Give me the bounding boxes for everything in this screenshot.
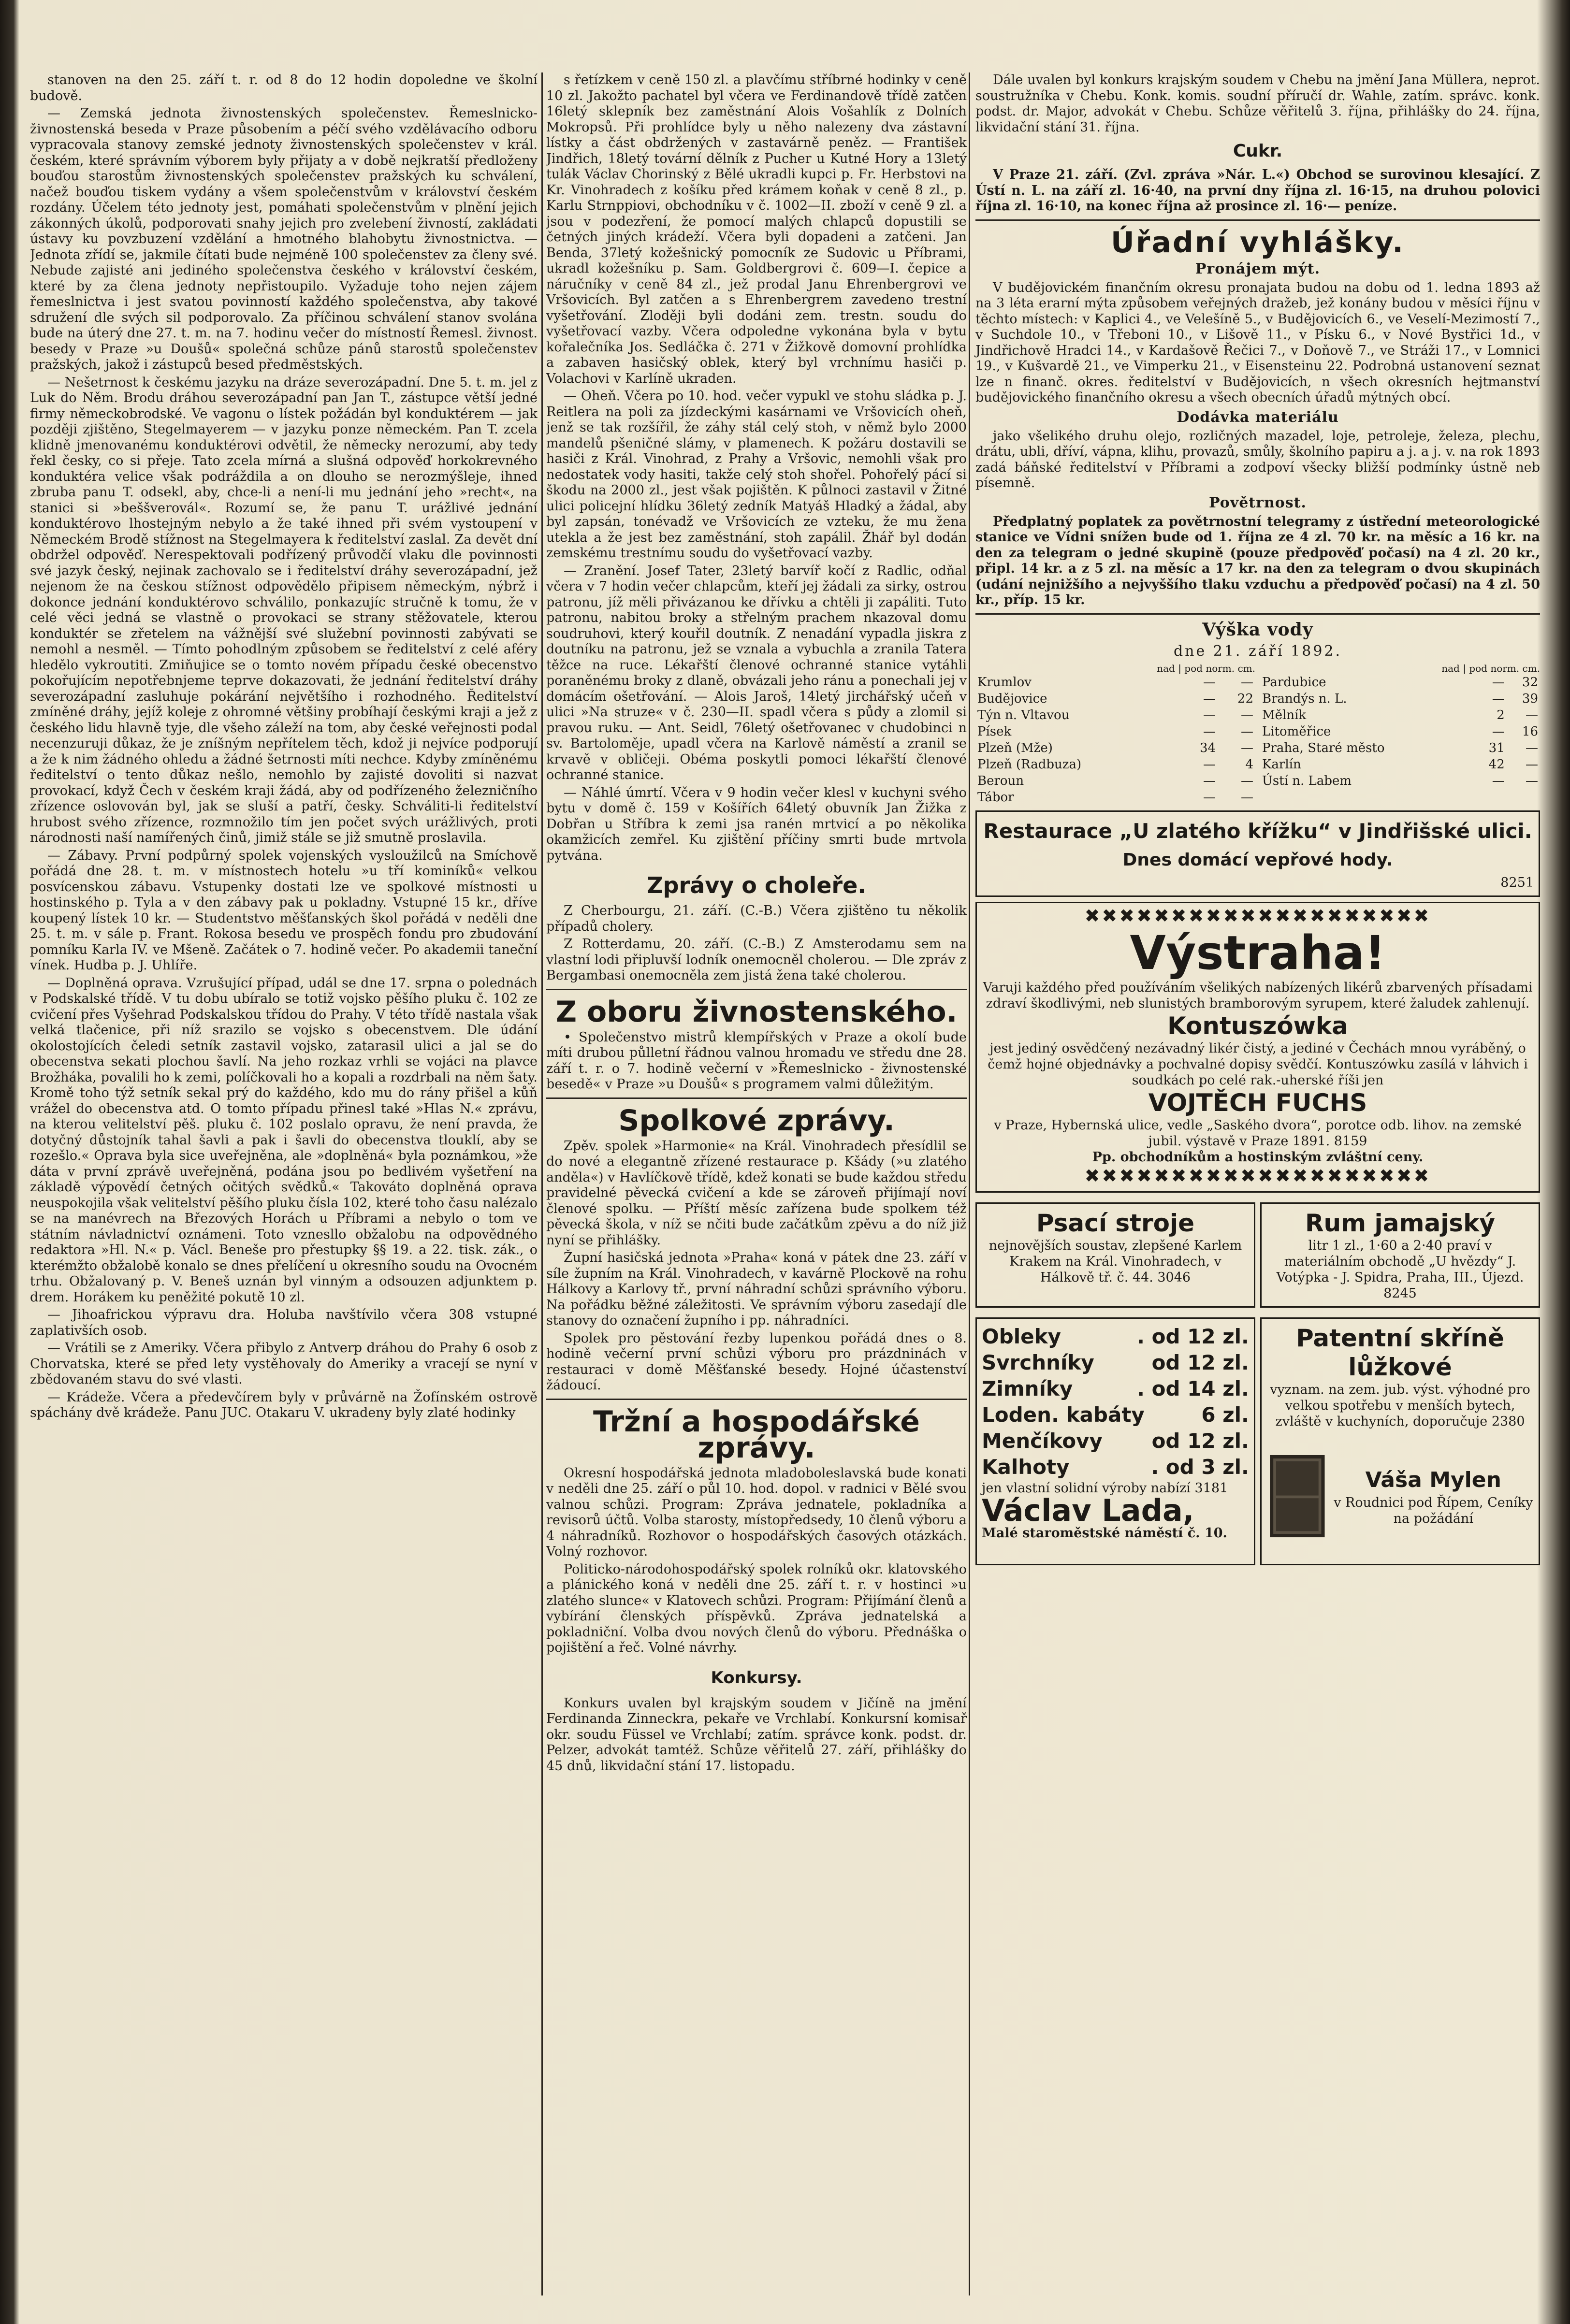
subheading: Povětrnost. <box>1209 494 1307 511</box>
water-station: Týn n. Vltavou <box>977 707 1070 722</box>
water-value: 16 <box>1522 724 1538 739</box>
water-row <box>975 691 1255 707</box>
ad-company: VOJTĚCH FUCHS <box>1148 1088 1367 1117</box>
ad-lada <box>975 1317 1255 1565</box>
ad-subtitle: Dnes domácí vepřové hody. <box>1122 850 1393 870</box>
water-station: Ústí n. Labem <box>1262 773 1352 788</box>
price-row <box>982 1376 1249 1402</box>
decorative-border: ✖✖✖✖✖✖✖✖✖✖✖✖✖✖✖✖✖✖✖✖ <box>1084 1165 1431 1186</box>
water-value: — <box>1241 724 1253 739</box>
water-station: Písek <box>977 724 1012 739</box>
water-value: — <box>1526 707 1538 722</box>
divider <box>546 1097 967 1099</box>
article-paragraph: — Zemská jednota živnostenských společenstev. Řemeslnicko-živnostenská beseda v Praze působením a péčí svého vzdělávacího odboru vypracovala stanovy zemské jednoty živnostenských společenstev v král. českém, které správním výborem byly přijaty a v době nejkratší předloženy bouďou starostům živnostenských společenstev pražských ku schválení, načež bouďou tiskem vydány a všem společenstvům v království českém rozdány. Účelem této jednoty jest, pomáhati společenstvům v plnění jejich zákonných úkolů, podporovati snahy jejich pro zvelebení živností, zakládati ústavy ku povzbuzení vzdělání a hmotného blahobytu živnostnictva. — Jednota zřídí se, jakmile čítati bude nejméně 100 společenstev za členy své. Nebude zajisté ani jediného společenstva českého v království českém, které by za člena jednoty nepřistoupilo. Vyžaduje toho nejen zájem řemeslnictva i jest svatou povinností každého společenstva, aby takové sdružení dle svých sil podporovalo. Za příčinou schválení stanov svolána bude na úterý dne 27. t. m. na 7. hodinu večer do místností Řemesl. živnost. besedy v Praze »u Doušů« společná schůze pánů starostů společenstev pražských, jakož i zástupců besed předměstských. <box>30 106 538 372</box>
water-row <box>1260 723 1540 740</box>
water-station: Beroun <box>977 773 1024 788</box>
article-paragraph: Politicko-národohospodářský spolek rolníků okr. klatovského a plánického koná v neděli dne 25. září t. r. v hostinci »u zlatého slunce« v Klatovech schůzi. Program: Přijímání členů a vybírání členských příspěvků. Zpráva jednatelská a pokladniční. Volba dvou nových členů do výboru. Přednáška o pojištění a řeč. Volné návrhy. <box>546 1561 967 1655</box>
price-value: . od 3 zl. <box>1151 1455 1249 1479</box>
ad-text: nejnovějších soustav, zlepšené Karlem Krakem na Král. Vinohradech, v Hálkově tř. č. 44. 3046 <box>989 1238 1242 1285</box>
water-value: — <box>1492 691 1505 706</box>
article-paragraph: Zpěv. spolek »Harmonie« na Král. Vinohradech přesídlil se do nové a elegantně zřízené restaurace p. Kšády (»u zlatého anděla«) v Havlíčkově třídě, kdež konati se bude každou středu pravidelné pěvecká cvičení a kde se zároveň přijímají noví členové spolku. — Příští měsíc zařízena bude spolkem též pěvecká škola, v níž se nčiti bude začátkům zpěvu a do níž již nyní se přihlášky. <box>546 1138 967 1248</box>
water-col-header: nad | pod norm. cm. <box>1441 662 1540 674</box>
water-value: — <box>1241 675 1253 690</box>
price-value: . od 14 zl. <box>1137 1376 1249 1400</box>
water-value: — <box>1203 773 1216 788</box>
water-row <box>975 723 1255 740</box>
column-right <box>965 72 1540 2305</box>
price-row <box>982 1428 1249 1454</box>
article-paragraph: Z Rotterdamu, 20. září. (C.-B.) Z Amsterodamu sem na vlastní lodi připluvší lodník onemocněl cholerou. — Dle zpráv z Bergambasi onemocněla zem jistá žena také cholerou. <box>546 937 967 983</box>
article-paragraph: s řetízkem v ceně 150 zl. a plavčímu stříbrné hodinky v ceně 10 zl. Jakožto pachatel byl včera ve Ferdinandově třídě zatčen 16letý sklepník bez zaměstnání Alois Vošahlík z Dolních Mokropsů. Při prohlídce byly u něho nalezeny dva zástavní lístky a část obdržených v zastavárně peněz. — František Jindřich, 18letý tovární dělník z Pucher u Kutné Hory a 13letý tulák Václav Chorinský z Bělé ukradli kupci p. Fr. Herbstovi na Kr. Vinohradech z košíku před krámem koňak v ceně 8 zl., p. Karlu Strnppiovi, obchodníku v č. 1002—II. zboží v ceně 9 zl. a jsou v podezření, že pomocí malých chlapců dopustili se četných jiných krádeží. Včera byli dopadeni a zatčeni. Jan Benda, 37letý kožešnický pomocník ze Sudovic u Příbrami, ukradl kožešníku p. Sam. Goldbergrovi č. 609—I. čepice a náručníky v ceně 84 zl., jež prodal Janu Ehrenbergrovi ve Vršovicích. Byl zatčen a s Ehrenbergrem zavedeno trestní vyšetřování. Zloději byli dodáni zem. trestn. soudu do vyšetřovací vazby. Včera odpoledne vykonána byla v bytu kořalečníka Jos. Sedláčka č. 271 v Žižkově domovní prohlídka a zabaven hasičský oblek, který byl vrchnímu hasiči p. Volachovi v Karlíně ukraden. <box>546 72 967 386</box>
water-row <box>975 707 1255 723</box>
ad-address: Malé staroměstské náměstí č. 10. <box>982 1525 1227 1541</box>
water-station: Tábor <box>977 790 1014 805</box>
water-value: — <box>1526 757 1538 772</box>
section-heading: Spolkové zprávy. <box>618 1103 895 1138</box>
article-paragraph: Župní hasičská jednota »Praha« koná v pátek dne 23. září v síle župním na Král. Vinohradech, v kavárně Plockově na rohu Hálkovy a Karlovy tř., první náhradní schůzi správního výboru. Na pořádku běžné záležitosti. Ve správním výboru zasedají dle stanovy do označení župního i pp. náhradníci. <box>546 1250 967 1328</box>
price-item: Loden. kabáty <box>982 1402 1145 1427</box>
article-paragraph: V budějovickém finančním okresu pronajata budou na dobu od 1. ledna 1893 až na 3 léta erarní mýta způsobem veřejných dražeb, jež konány budou v měsíci říjnu v těchto místech: v Kaplici 4., ve Velešíně 5., v Budějovicích 6., ve Veselí-Mezimostí 7., v Suchdole 10., v Třeboni 10., v Lišově 11., v Písku 6., v Nové Bystřici 1d., v Jindřichově Hradci 14., v Kardašově Řečici 7., v Doňově 7., ve Stráži 17., v Lomnici 19., v Kušvardě 21., ve Vimperku 21., v Eisensteinu 22. Podrobná ustanovení seznat lze n finanč. okres. ředitelství v Budějovicích, n všech okresních hejtmanství budějovického finančního okresu a všech obecních úřadů mýtných obcí. <box>975 280 1540 405</box>
price-value: od 12 zl. <box>1151 1429 1249 1453</box>
ad-text: litr 1 zl., 1·60 a 2·40 praví v materiálním obchodě „U hvězdy“ J. Votýpka - J. Spidra, Praha, III., Újezd. 8245 <box>1276 1238 1524 1301</box>
ad-title: Patentní skříně lůžkové <box>1296 1324 1504 1381</box>
water-station: Krumlov <box>977 675 1032 690</box>
article-paragraph: — Jihoafrickou výpravu dra. Holuba navštívilo včera 308 vstupné zaplativších osob. <box>30 1307 538 1338</box>
water-value: — <box>1203 691 1216 706</box>
ad-title: Restaurace „U zlatého křížku“ v Jindřišské ulici. <box>983 819 1532 843</box>
article-paragraph: — Nešetrnost k českému jazyku na dráze severozápadní. Dne 5. t. m. jel z Luk do Něm. Brodu dráhou severozápadní pan Jan T., zástupce větší jedné firmy německobrodské. Ve vagonu o lístek požádán byl konduktérem — jak později zjištěno, Stegelmayerem — v jazyku ponze německém. Pan T. zcela klidně jmenovanému konduktérovi odvětil, že německy nerozumí, aby tedy řekl česky, co si přeje. Tato zcela mírná a slušná odpověď horkokrevného konduktéra velice však podráždila a on dlouho se nerozmýšleje, ihned zbruba panu T. odsekl, aby, chce-li a není-li mu jednání jeho »recht«, na stanici si »beššverovál«. Rozumí se, že panu T. urážlivé jednání konduktérovo lhostejným nebylo a že také ihned při svém vystoupení v Německém Brodě stížnost na Stegelmayera k ředitelství zaslal. Za devět dní obdržel odpověď. Nerespektovali podřízený průvodčí vlaku dle povinnosti své jazyk český, nejinak zachovalo se i ředitelství dráhy severozápadní, jež nejenom že na českou stížnost odpovědělo připisem německým, nýbrž i dokonce jednání konduktérovo schválilo, ponkazujíc stručně k tomu, že v celé věci jedná se vlastně o provokaci se strany stěžovatele, kterou konduktér se zřetelem na vážnější své služební povinnosti zabývati se nemohl a nesměl. — Tímto pohodlným způsobem se ředitelství z celé aféry hledělo vykroutiti. Zmiňujice se o tomto novém případu české obecenstvo pokořujícím nepotřebnjeme teprve dokazovati, že jednání ředitelství dráhy severozápadní zasluhuje pokárání největšího i rozhodného. Ředitelství zmíněné dráhy, jejíž koleje z ohromné většiny probíhají českými kraji a jež z českého lidu hlavně tyje, dle všeho záleží na tom, aby české veřejnosti podal necenzuruji důkaz, že je zníšným nepřítelem těch, kdož ji nejvíce podporují a že k nim žádného ohledu a žádné šetrnosti míti nechce. Kdyby zmíněnému ředitelství o tento důkaz nešlo, nemohlo by zajisté dovoliti si nazvat provokací, když Čech v českém kraji žádá, aby od podřízeného železničního zřízence oslovován byl, jak se sluší a patří, česky. Schváliti-li ředitelství hrubost svého zřízence, rozmnožilo tím jen počet svých urážlivých, proti národnosti naší namířených činů, jimiž stále se již smutně proslavila. <box>30 375 538 845</box>
water-value: 34 <box>1199 740 1216 755</box>
water-value: — <box>1241 707 1253 722</box>
water-level-table <box>975 663 1540 806</box>
ad-address: v Roudnici pod Řípem, Ceníky na požádání <box>1334 1495 1533 1526</box>
water-value: 39 <box>1522 691 1538 706</box>
price-row <box>982 1402 1249 1428</box>
article-paragraph: Dále uvalen byl konkurs krajským soudem v Chebu na jmění Jana Müllera, neprot. soustružníka v Chebu. Konk. komis. soudní příručí dr. Wahle, zatím. správc. konk. podst. dr. Major, advokát v Chebu. Schůze věřitelů 3. října, přihlášky do 24. října, likvidační stání 31. října. <box>975 72 1540 135</box>
water-row <box>1260 691 1540 707</box>
price-value: 6 zl. <box>1201 1402 1249 1427</box>
article-paragraph: — Oheň. Včera po 10. hod. večer vypukl ve stohu sládka p. J. Reitlera na poli za jízdeckými kasárnami ve Vršovicích oheň, jenž se tak rozšířil, že záhy stál celý stoh, v němž bylo 2000 mandelů pšeničné slámy, v plamenech. K požáru dostavili se hasiči z Král. Vinohrad, z Prahy a Vršovic, nemohli však pro nedostatek vody hasiti, takže celý stoh shořel. Pohořelý pácí si škodu na 2000 zl., jest však pojištěn. K půlnoci zastavil v Žitné ulici policejní hlídku 36letý zedník Matyáš Hladký a žádal, aby byl zapsán, tonévadž ve Vršovicích ze vzteku, že mu žena utekla a že jest bez zaměstnání, stoh zapálil. Žhář byl dodán zemskému trestnímu soudu do vyšetřovací vazby. <box>546 389 967 561</box>
water-row <box>1260 707 1540 723</box>
water-value: 22 <box>1237 691 1253 706</box>
water-table-left <box>975 674 1255 806</box>
article-paragraph: jako všelikého druhu olejo, rozličných mazadel, loje, petroleje, železa, plechu, drátu, ubli, dříví, vápna, klihu, provazů, smůly, školního papiru a j. a j. v. na rok 1893 zadá báňské ředitelství v Příbrami a zodpoví všecky bližší podmínky ústně neb písemně. <box>975 428 1540 491</box>
article-paragraph: — Krádeže. Včera a předevčírem byly v průvárně na Žofínském ostrově spáchány dvě krádeže. Panu JUC. Otakaru V. ukradeny byly zlaté hodinky <box>30 1389 538 1420</box>
divider <box>975 219 1540 221</box>
article-paragraph: stanoven na den 25. září t. r. od 8 do 12 hodin dopoledne ve školní budově. <box>30 72 538 103</box>
ad-company: Václav Lada, <box>982 1492 1194 1528</box>
article-paragraph: Z Cherbourgu, 21. září. (C.-B.) Včera zjištěno tu několik případů cholery. <box>546 903 967 934</box>
article-paragraph: — Doplněná oprava. Vzrušující případ, udál se dne 17. srpna o polednách v Podskalské třídě. V tu dobu ubíralo se totiž vojsko pěšího pluku č. 102 ze cvičení přes Vyšehrad Podskalskou třídou do Prahy. V této třídě nastala však velká tlačenice, při níž srazilo se vojsko s obecenstvem. Dle údání okolostojících čeledi setník zastavil vojsko, zatarasil ulici a jal se do obecenstva sekati plochou šavlí. Na jeho rozkaz vrhli se vojáci na plavce Brožháka, povalili ho k zemi, políčkovali ho a kopali a rozdrbali na něm šaty. Kromě toho týž setník sekal prý do každého, kdo mu do rány přišel a kůň vrážel do obecenstva atd. O tomto případu přinesl také »Hlas N.« zprávu, na kterou velitelství pěš. pluku č. 102 poslalo opravu, že není pravda, že dotyčný důstojník tahal šavli a pak i šavli do obecenstva tlouklí, aby se rozešlo.« Oprava byla sice uveřejněna, ale »doplněná« byla poznámkou, »že dáta v první zprávě uveřejněná, podána jsou po bedlivém vyšetření na základě výpovědí četných očitých svědků.« Takováto doplněná oprava neuspokojila však velitelství pěšího pluku čísla 102, které toho času nalézalo se na manévrech na Březových Horách u Příbrami a nebylo o tom ve státním návladnictví oznámeni. Toto vznesllo obžalobu na odpovědného redaktora »Hl. N.« p. Václ. Beneše pro přestupky §§ 19. a 22. tisk. zák., o kterémžto obžalobě konalo se dnes přelíčení u okresního soudu na Ovocném trhu. Obžalovaný p. V. Beneš uznán byl vinným a odsouzen adjunktem p. drem. Horákem ku peněžité pokutě 10 zl. <box>30 975 538 1305</box>
price-item: Menčíkovy <box>982 1429 1103 1453</box>
divider <box>546 989 967 990</box>
ad-psaci-stroje <box>975 1202 1255 1308</box>
price-item: Kalhoty <box>982 1455 1070 1479</box>
divider <box>975 613 1540 615</box>
ad-product: Kontuszówka <box>1167 1011 1348 1040</box>
ad-number: 8251 <box>1500 875 1534 890</box>
water-station: Karlín <box>1262 757 1301 772</box>
water-value: 32 <box>1522 675 1538 690</box>
water-station: Plzeň (Mže) <box>977 740 1053 755</box>
ad-text: v Praze, Hybernská ulice, vedle „Saského dvora“, porotce odb. lihov. na zemské jubil. výstavě v Praze 1891. 8159 <box>994 1117 1522 1149</box>
water-value: 42 <box>1488 757 1505 772</box>
water-row <box>1260 756 1540 773</box>
ad-restaurace <box>975 810 1540 897</box>
ad-text: vyznam. na zem. jub. výst. výhodné pro velkou spotřebu v menších bytech, zvláště v kuchyních, doporučuje 2380 <box>1270 1382 1530 1429</box>
water-station: Praha, Staré město <box>1262 740 1385 755</box>
article-paragraph: Konkurs uvalen byl krajským soudem v Jičíně na jmění Ferdinanda Zinneckra, pekaře ve Vrchlabí. Konkursní komisař okr. soudu Füssel ve Vrchlabí; zatím. správce konk. podst. dr. Pelzer, advokát tamtéž. Schůze věřitelů 27. září, přihlášky do 45 dnů, likvidační stání 17. listopadu. <box>546 1695 967 1774</box>
water-row <box>975 740 1255 756</box>
water-value: — <box>1241 740 1253 755</box>
water-station: Budějovice <box>977 691 1047 706</box>
article-paragraph: V Praze 21. září. (Zvl. zpráva »Nár. L.«) Obchod se surovinou klesající. Z Ústí n. L. na září zl. 16·40, na první dny října zl. 16·15, na druhou polovici října zl. 16·10, na konec října až prosince zl. 16·— peníze. <box>975 167 1540 214</box>
water-value: 31 <box>1488 740 1505 755</box>
ad-title: Výstraha! <box>1130 925 1386 980</box>
price-item: Svrchníky <box>982 1350 1094 1374</box>
water-value: — <box>1241 773 1253 788</box>
price-row <box>982 1350 1249 1376</box>
subheading: Výška vody <box>1202 619 1313 640</box>
price-list <box>982 1324 1249 1480</box>
price-item: Zimníky <box>982 1376 1073 1400</box>
water-station: Plzeň (Radbuza) <box>977 757 1082 772</box>
water-row <box>975 789 1255 806</box>
water-table-right <box>1260 674 1540 789</box>
price-value: . od 12 zl. <box>1137 1324 1249 1348</box>
ad-patent <box>1260 1317 1540 1565</box>
water-value: — <box>1203 707 1216 722</box>
water-col-header: nad | pod norm. cm. <box>1157 662 1255 674</box>
ad-title: Psací stroje <box>1036 1209 1195 1237</box>
ad-vystraha <box>975 902 1540 1193</box>
decorative-border: ✖✖✖✖✖✖✖✖✖✖✖✖✖✖✖✖✖✖✖✖ <box>1084 905 1431 926</box>
article-paragraph: • Společenstvo mistrů klempířských v Praze a okolí bude míti drubou půlletní řádnou valnou hromadu ve středu dne 28. září t. r. o 7. hodině večerní v »Řemeslnicko - živnostenské besedě« v Praze »u Doušů« s programem valmi důležitým. <box>546 1029 967 1092</box>
section-heading: Cukr. <box>1233 141 1283 161</box>
water-value: — <box>1526 773 1538 788</box>
ad-title: Rum jamajský <box>1305 1209 1496 1237</box>
price-row <box>982 1454 1249 1480</box>
cabinet-bed-illustration <box>1266 1433 1328 1559</box>
ad-rum <box>1260 1202 1540 1308</box>
water-value: — <box>1241 790 1253 805</box>
article-paragraph: Spolek pro pěstování řezby lupenkou pořádá dnes o 8. hodině večerní první schůzi výboru pro prázdninách v restauraci v domě Měšťanské besedy. Hojné účastenství žádoucí. <box>546 1330 967 1393</box>
water-value: 2 <box>1497 707 1505 722</box>
ad-text: Varuji každého před používáním všelikých nabízených likérů zbarvených přísadami zdraví škodlivými, neb slunistých bramborovým syrupem, které žaludek zahlenují. <box>983 980 1533 1011</box>
water-row <box>975 674 1255 691</box>
price-value: od 12 zl. <box>1151 1350 1249 1374</box>
water-row <box>1260 674 1540 691</box>
water-value: 4 <box>1245 757 1253 772</box>
ad-text: jen vlastní solidní výroby nabízí 3181 <box>982 1480 1228 1496</box>
water-value: — <box>1203 675 1216 690</box>
water-value: — <box>1203 790 1216 805</box>
article-paragraph: — Zábavy. První podpůrný spolek vojenských vysloužilců na Smíchově pořádá dne 28. t. m. v místnostech hotelu »u tří kominíků« velkou posvícenskou zábavu. Vstupenky dostati lze ve spolkové místnosti u hostinského p. Tyla a v den zábavy pak u pokladny. Vstupné 15 kr., dříve koupený lístek 10 kr. — Studentstvo měšťanských škol pořádá v neděli dne 25. t. m. v sále p. Frant. Rokosa besedu ve prospěch fondu pro zbudování pomníku Karla IV. ve Mšeně. Začátek o 7. hodině večer. Po akademii taneční vínek. Hudba p. J. Uhlíře. <box>30 848 538 973</box>
water-value: — <box>1203 757 1216 772</box>
ad-text: jest jediný osvědčený nezávadný likér čistý, a jediné v Čechách mnou vyráběný, o čemž hojné objednávky a pochvalné dopisy svědčí. Kontuszówku zasílá v láhvich i soudkách po celé rak.-uherské říši jen <box>988 1040 1528 1088</box>
water-station: Pardubice <box>1262 675 1326 690</box>
article-paragraph: — Náhlé úmrtí. Včera v 9 hodin večer klesl v kuchyni svého bytu v domě č. 159 v Košířích 64letý obuvník Jan Žižka z Dobřan u Stříbra k zemi jsa ranén mrtvicí a po několika okamžicích zemřel. Ku zjištění příčiny smrti bude mrtvola pytvána. <box>546 785 967 863</box>
divider <box>546 1399 967 1400</box>
water-station: Mělník <box>1262 707 1307 722</box>
water-value: — <box>1492 724 1505 739</box>
ad-row <box>975 1313 1540 1570</box>
water-date: dne 21. září 1892. <box>1173 642 1342 660</box>
water-value: — <box>1526 740 1538 755</box>
column-rule <box>541 72 543 2295</box>
water-row <box>1260 773 1540 789</box>
article-paragraph: — Vrátili se z Ameriky. Včera přibylo z Antverp dráhou do Prahy 6 osob z Chorvatska, které se před lety vystěhovaly do Ameriky a vracejí se nyní v zbědovaném stavu do své vlasti. <box>30 1341 538 1387</box>
water-station: Brandýs n. L. <box>1262 691 1347 706</box>
section-heading: Zprávy o choleře. <box>647 872 866 898</box>
price-row <box>982 1324 1249 1350</box>
section-heading: Úřadní vyhlášky. <box>1111 225 1405 260</box>
water-row <box>975 773 1255 789</box>
price-item: Obleky <box>982 1324 1061 1348</box>
ad-footer: Pp. obchodníkům a hostinským zvláštní ceny. <box>1092 1149 1424 1165</box>
water-row <box>975 756 1255 773</box>
ad-company: Váša Mylen <box>1365 1467 1501 1492</box>
ad-row <box>975 1198 1540 1313</box>
section-heading: Tržní a hospodářské zprávy. <box>593 1404 920 1465</box>
water-station: Litoměřice <box>1262 724 1331 739</box>
article-paragraph: — Zranění. Josef Tater, 23letý barvíř kočí z Radlic, odňal včera v 7 hodin večer chlapcům, kteří jej žádali za sirky, ostrou patronu, jíž měli přivázanou ke dřívku a chtěli ji zapáliti. Tuto patronu, nabitou broky a střelným prachem nkazoval domu soudruhovi, který kouřil doutník. Z nenadání vypadla jiskra z doutníku na patronu, jež se vznala a vybuchla a zranila Tatera těžce na ruce. Lékařští členové ochranné stanice vytáhli poraněnému broky z dlaně, obvázali jeho ránu a ponechali jej v domácím ošetřování. — Alois Jaroš, 14letý jirchářský učeň v ulici »Na struze« v č. 230—II. spadl včera s půdy a zlomil si pravou ruku. — Ant. Seidl, 76letý ošetřovanec v chudobinci n sv. Bartoloměje, upadl včera na Karlově náměstí a zranil se krvavě v obličeji. Obéma poskytli pomoci lékařští členové ochranné stanice. <box>546 563 967 782</box>
water-value: — <box>1492 773 1505 788</box>
article-paragraph: Předplatný poplatek za povětrnostní telegramy z ústřední meteorologické stanice ve Vídni snížen bude od 1. října ze 4 zl. 70 kr. na měsíc a 16 kr. na den za telegram o jedné skupině (pouze předpověď počasí) na 4 zl. 20 kr., připl. 14 kr. a z 5 zl. na měsíc a 17 kr. na den za telegram o dvou skupinách (udání nejnižšího a nejvyššího tlaku vzduchu a předpověď počasí) na 4 zl. 50 kr., příp. 15 kr. <box>975 514 1540 607</box>
water-value: — <box>1203 724 1216 739</box>
column-left <box>30 72 538 2305</box>
section-heading: Z oboru živnostenského. <box>555 995 958 1029</box>
article-paragraph: Okresní hospodářská jednota mladoboleslavská bude konati v neděli dne 25. září o půl 10. hod. dopol. v radnici v Bělé svou valnou schůzi. Program: Zpráva jednatele, pokladníka a revisorů účtů. Volba starosty, místopředsedy, 10 členů výboru a 4 náhradníků. Rozhovor o hospodářských časových otázkách. Volný rozhovor. <box>546 1465 967 1559</box>
water-row <box>1260 740 1540 756</box>
section-heading: Konkursy. <box>711 1668 802 1688</box>
column-middle <box>546 72 967 2305</box>
subheading: Pronájem mýt. <box>1195 260 1321 277</box>
water-value: — <box>1492 675 1505 690</box>
subheading: Dodávka materiálu <box>1177 408 1339 426</box>
